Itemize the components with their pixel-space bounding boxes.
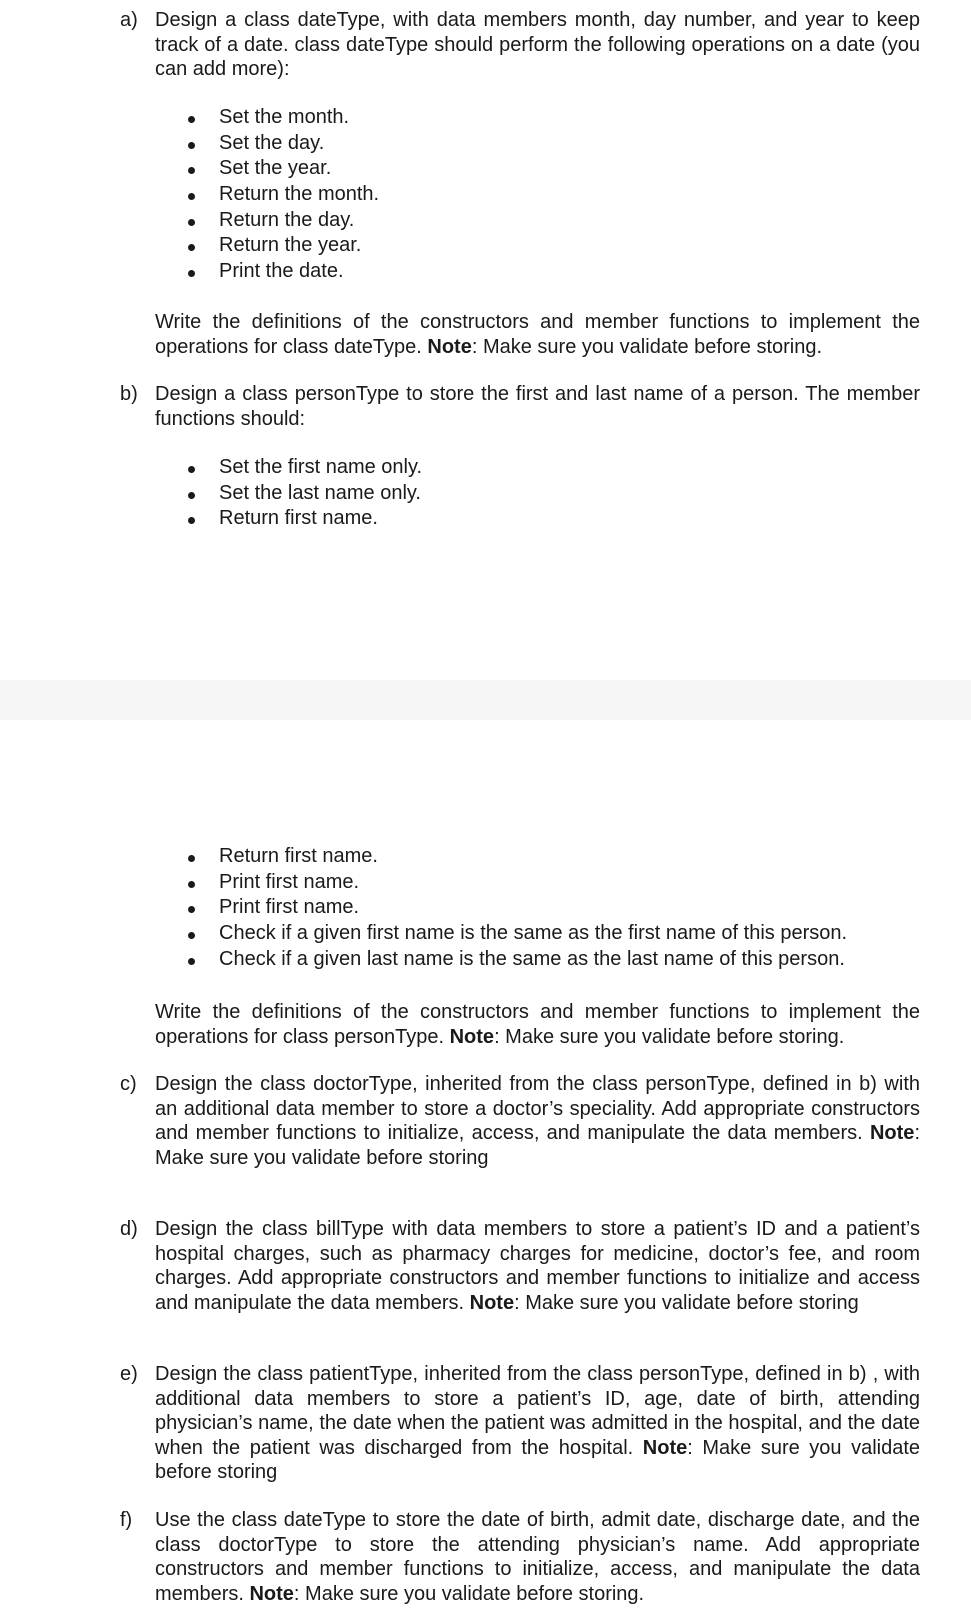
item-f-body: Use the class dateType to store the date of birth, admit date, discharge date, and the class doctorType to store the attending physician’s name. Add appropriate constructors and member functions to initialize, access, and manipulate the data members. [155,1509,920,1605]
item-e [120,1362,920,1485]
item-c-text [155,1072,920,1170]
item-f-note-label: Note [249,1582,294,1605]
item-b-marker: b) [120,383,138,405]
item-f-note-text: : Make sure you validate before storing. [293,1582,645,1605]
list-item: Return the month. [188,182,379,208]
list-item: Check if a given first name is the same as the first name of this person. [188,921,847,947]
item-b-intro: Design a class personType to store the first and last name of a person. The member functions should: [155,383,920,430]
item-a-intro: Design a class dateType, with data members month, day number, and year to keep track of a date. class dateType should perform the following operations on a date (you can add more): [155,9,920,80]
item-b-bullet-list-page-1 [188,455,422,532]
item-c-note-label: Note [869,1122,915,1144]
item-b-definitions-paragraph [155,1000,920,1049]
item-b-write-text: Write the definitions of the constructors and member functions to implement the operations for class personType. [155,1001,920,1048]
item-f-marker: f) [120,1509,133,1531]
item-c [120,1072,920,1170]
list-item: Print first name. [188,870,847,896]
item-d-text [155,1217,920,1315]
item-b-note-label: Note [449,1025,495,1048]
item-e-text [155,1362,920,1485]
item-a [120,8,920,82]
list-item: Return first name. [188,506,422,532]
item-a-bullet-list [188,105,379,285]
item-a-note-label: Note [427,335,472,358]
item-b [120,382,920,431]
page-1 [0,0,971,680]
item-a-write-text: Write the definitions of the constructors and member functions to implement the operations for class dateType. [155,311,920,358]
item-d-note-text: : Make sure you validate before storing [514,1291,859,1314]
item-a-note-text: : Make sure you validate before storing. [471,335,823,358]
list-item: Check if a given last name is the same as the last name of this person. [188,947,847,973]
list-item: Print the date. [188,259,379,285]
page-separator [0,680,971,720]
item-a-marker: a) [120,9,138,31]
item-e-note-text: : Make sure you validate before storing [155,1436,921,1483]
item-f [120,1508,920,1606]
item-a-definitions-paragraph [155,310,920,359]
list-item: Set the first name only. [188,455,422,481]
page-2 [0,720,971,1611]
item-d-body: Design the class billType with data members to store a patient’s ID and a patient’s hospital charges, such as pharmacy charges for medicine, doctor’s fee, and room charges. Add appropriate constructors and member functions to initialize and access and manipulate the data members. [155,1218,920,1314]
item-d-marker: d) [120,1218,138,1240]
list-item: Print first name. [188,895,847,921]
item-d [120,1217,920,1315]
list-item: Set the day. [188,131,379,157]
list-item: Return first name. [188,844,847,870]
item-d-note-label: Note [469,1291,515,1314]
item-b-bullet-list-page-2 [188,844,847,972]
item-c-marker: c) [120,1073,137,1095]
item-f-text [155,1508,920,1606]
item-e-note-label: Note [642,1436,688,1459]
item-e-marker: e) [120,1363,138,1385]
list-item: Set the year. [188,156,379,182]
item-e-body: Design the class patientType, inherited from the class personType, defined in b) , with additional data members to store a patient’s ID, age, date of birth, attending physician’s name, the date when the patient was admitted in the hospital, and the date when the patient was discharged from the hospital. [155,1363,920,1459]
item-b-note-text: : Make sure you validate before storing. [494,1025,845,1048]
item-c-body: Design the class doctorType, inherited from the class personType, defined in b) with an additional data member to store a doctor’s speciality. Add appropriate constructors and member functions to initialize, access, and manipulate the data members. [155,1073,920,1144]
list-item: Return the year. [188,233,379,259]
list-item: Set the last name only. [188,481,422,507]
list-item: Set the month. [188,105,379,131]
item-c-note-text: : Make sure you validate before storing [155,1122,920,1169]
list-item: Return the day. [188,208,379,234]
